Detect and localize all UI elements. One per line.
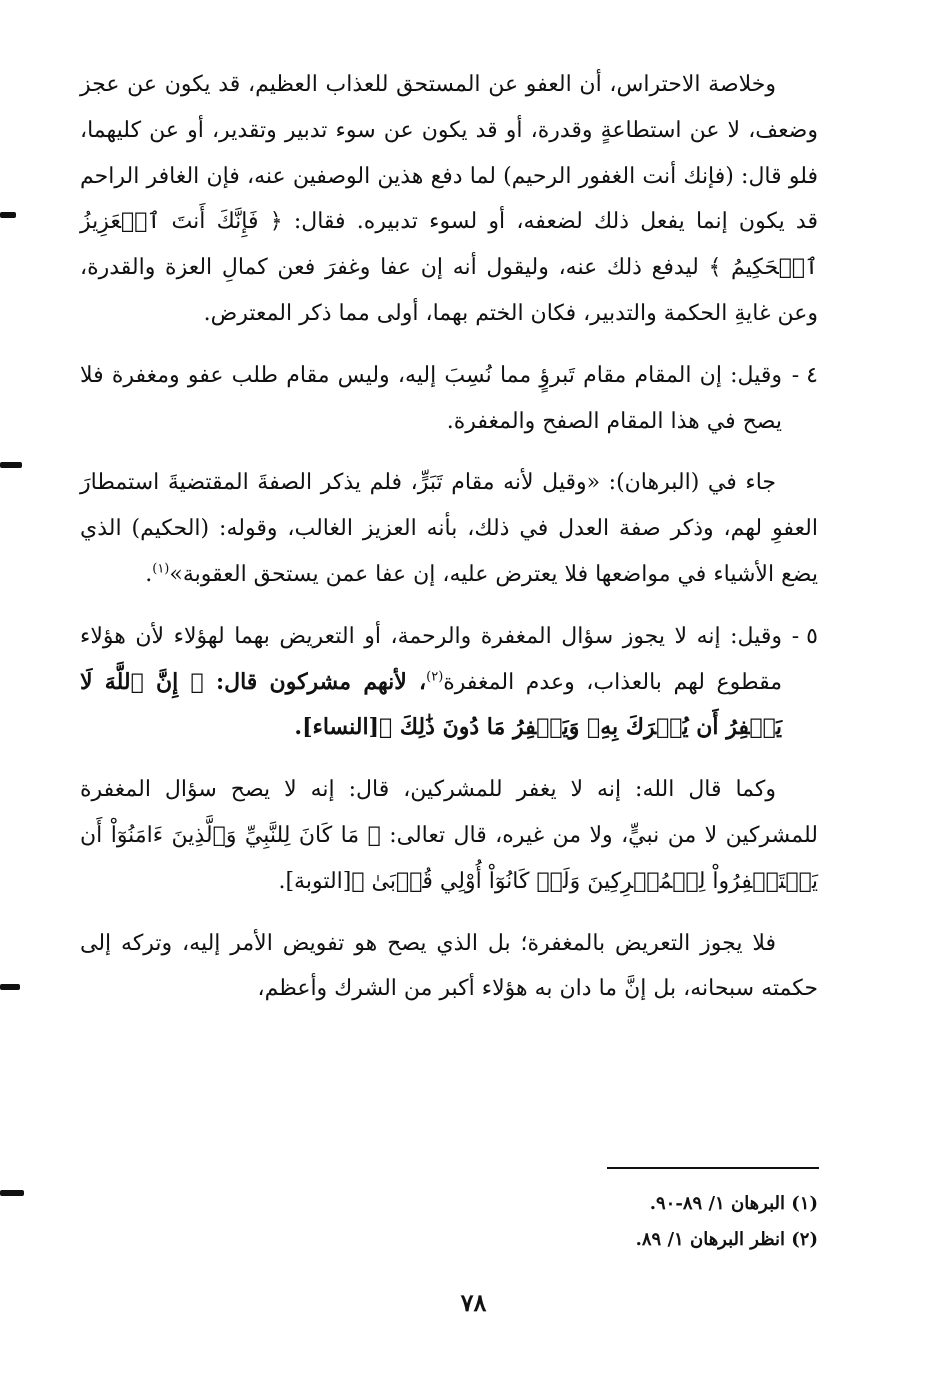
page-number: ٧٨ (460, 1288, 487, 1317)
paragraph: جاء في (البرهان): «وقيل لأنه مقام تَبَرٍّ، فلم يذكر الصفةَ المقتضيةَ استمطارَ العفوِ لهم، وذكر صفة العدل في ذلك، بأنه العزيز الغالب، وقوله: (الحكيم) الذي يضع الأشياء في مواضعها فلا يعترض عليه، إن عفا عمن يستحق العقوبة»$^{(١)}$. (80, 470, 818, 587)
paragraph: فلا يجوز التعريض بالمغفرة؛ بل الذي يصح هو تفويض الأمر إليه، وتركه إلى حكمته سبحانه، بل إنَّ ما دان به هؤلاء أكبر من الشرك وأعظم، (80, 930, 818, 1002)
item-text (80, 614, 782, 751)
margin-mark (0, 1190, 24, 1196)
margin-mark (0, 462, 22, 468)
list-item (80, 614, 818, 751)
footnote-divider (607, 1167, 819, 1169)
margin-mark (0, 212, 16, 218)
margin-mark (0, 984, 20, 990)
list-item (80, 353, 818, 445)
paragraph: وخلاصة الاحتراس، أن العفو عن المستحق للعذاب العظيم، قد يكون عن عجز وضعف، لا عن استطاعةٍ وقدرة، أو قد يكون عن سوء تدبير وتقدير، أو عن كليهما، فلو قال: (فإنك أنت الغفور الرحيم) لما دفع هذين الوصفين عنه، فإن الغافر الراحم قد يكون إنما يفعل ذلك لضعفه، أو لسوء تدبيره. فقال: ﴿ فَإِنَّكَ أَنتَ ٱلۡعَزِيزُ ٱلۡحَكِيمُ ﴾ ليدفع ذلك عنه، وليقول أنه إن عفا وغفرَ فعن كمالِ العزة والقدرة، وعن غايةِ الحكمة والتدبير، فكان الختم بهما، أولى مما ذكر المعترض. (80, 72, 818, 326)
footnote: (١) البرهان ١/ ٨٩-٩٠. (649, 1193, 818, 1214)
footnote: (٢) انظر البرهان ١/ ٨٩. (635, 1229, 818, 1250)
footnote-ref: (١) (152, 561, 170, 577)
item-text: وقيل: إن المقام مقام تَبرؤٍ مما نُسِبَ إليه، وليس مقام طلب عفو ومغفرة فلا يصح في هذا المقام الصفح والمغفرة. (80, 362, 782, 434)
item-text-part: ، لأنهم مشركون قال: ﴿ إِنَّ ٱللَّهَ لَا يَغۡفِرُ أَن يُشۡرَكَ بِهِۦ وَيَغۡفِرُ مَا دُونَ ذَٰلِكَ ﴾[النساء]. (80, 668, 782, 741)
quote-text: جاء في (البرهان): «وقيل لأنه مقام تَبَرٍّ، فلم يذكر الصفةَ المقتضيةَ استمطارَ العفوِ لهم، وذكر صفة العدل في ذلك، بأنه العزيز الغالب، وقوله: (الحكيم) الذي يضع الأشياء في مواضعها فلا يعترض عليه، إن عفا عمن يستحق العقوبة» (80, 470, 818, 587)
item-text-part: وقيل: إنه لا يجوز سؤال المغفرة والرحمة، أو التعريض بهما لهؤلاء لأن هؤلاء مقطوع لهم بالعذاب، وعدم المغفرة (80, 623, 782, 695)
footnote-ref: (٢) (426, 669, 444, 685)
footnotes (80, 1186, 818, 1258)
item-number: ٥ - (791, 623, 818, 649)
item-number: ٤ - (791, 362, 818, 388)
paragraph: وكما قال الله: إنه لا يغفر للمشركين، قال: إنه لا يصح سؤال المغفرة للمشركين لا من نبيٍّ، ولا من غيره، قال تعالى: ﴿ مَا كَانَ لِلنَّبِيِّ وَٱلَّذِينَ ءَامَنُوٓاْ أَن يَسۡتَغۡفِرُواْ لِلۡمُشۡرِكِينَ وَلَوۡ كَانُوٓاْ أُوْلِي قُرۡبَىٰ ﴾[التوبة]. (80, 777, 818, 894)
page-body (80, 62, 818, 1028)
